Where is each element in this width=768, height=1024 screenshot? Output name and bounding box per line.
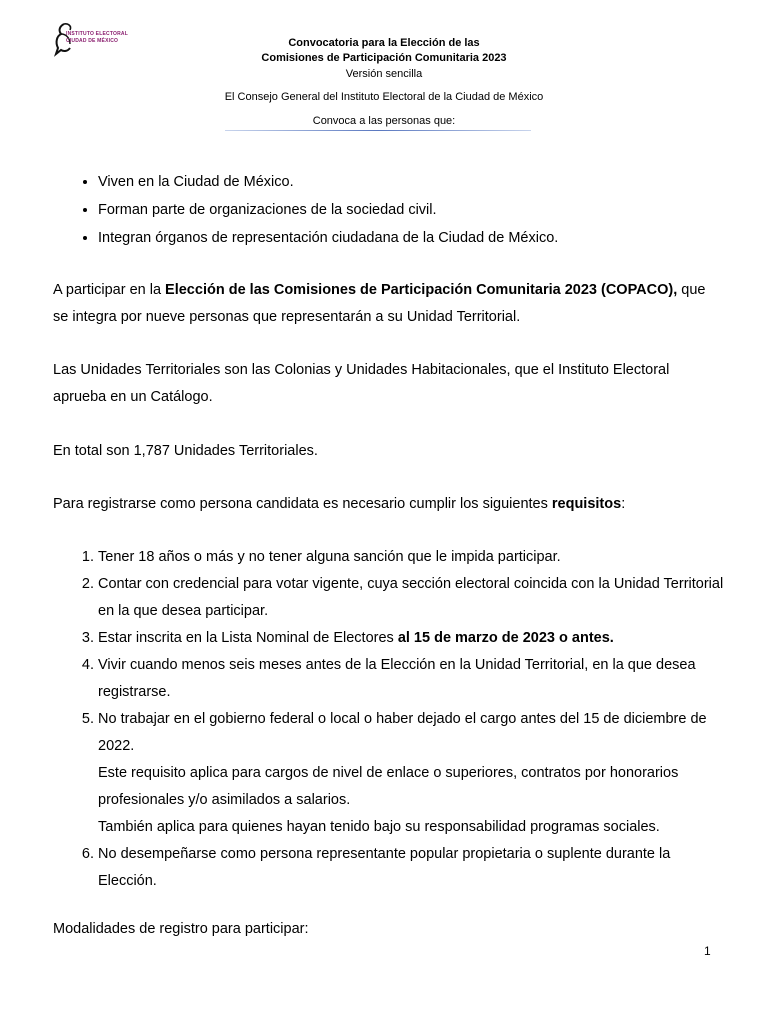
requirement-item: 2. Contar con credencial para votar vigente, cuya sección electoral coincida con la Unidad Territorial en la que desea participar. (98, 571, 728, 625)
requirement-note: Este requisito aplica para cargos de nivel de enlace o superiores, contratos por honorarios profesionales y/o asimilados a salarios. (98, 765, 679, 808)
eligibility-item: • Viven en la Ciudad de México. (98, 168, 718, 196)
units-total: En total son 1,787 Unidades Territoriales. (53, 443, 318, 459)
requirement-item: 1. Tener 18 años o más y no tener alguna sanción que le impida participar. (98, 544, 728, 571)
modalities-heading: Modalidades de registro para participar: (53, 921, 309, 937)
title-line-2: Comisiones de Participación Comunitaria 2023 (261, 52, 507, 64)
version-label: Versión sencilla (345, 68, 423, 80)
issuer-line: El Consejo General del Instituto Electoral de la Ciudad de México (224, 91, 544, 103)
requirements-intro: Para registrarse como persona candidata es necesario cumplir los siguientes requisitos: (53, 496, 626, 512)
eligibility-list (53, 168, 718, 252)
call-line: Convoca a las personas que: (312, 115, 456, 127)
logo-text-institute: INSTITUTO ELECTORAL (66, 31, 128, 37)
participate-paragraph: A participar en la Elección de las Comisiones de Participación Comunitaria 2023 (COPACO), que se integra por nueve personas que representarán a su Unidad Territorial. (53, 282, 706, 325)
requirement-item: 5. No trabajar en el gobierno federal o local o haber dejado el cargo antes del 15 de diciembre de 2022. Este requisito aplica para cargos de nivel de enlace o superiores, contratos por honorarios profesionales y/o asimilados a salarios. También aplica para quienes hayan tenido bajo su responsabilidad programas sociales. (98, 706, 728, 841)
requirement-item: 6. No desempeñarse como persona representante popular propietaria o suplente durante la Elección. (98, 841, 728, 895)
header-divider (225, 130, 531, 131)
requirement-item: 3. Estar inscrita en la Lista Nominal de Electores al 15 de marzo de 2023 o antes. (98, 625, 728, 652)
requirement-note: También aplica para quienes hayan tenido bajo su responsabilidad programas sociales. (98, 819, 660, 835)
eligibility-item: • Forman parte de organizaciones de la sociedad civil. (98, 196, 718, 224)
logo-text-city: CIUDAD DE MÉXICO (66, 38, 119, 44)
eligibility-item: • Integran órganos de representación ciudadana de la Ciudad de México. (98, 224, 718, 252)
requirements-list (53, 544, 728, 895)
election-name: Elección de las Comisiones de Participación Comunitaria 2023 (COPACO), (165, 282, 678, 298)
page-number: 1 (704, 944, 711, 958)
requirement-item: 4. Vivir cuando menos seis meses antes de la Elección en la Unidad Territorial, en la que desea registrarse. (98, 652, 728, 706)
title-line-1: Convocatoria para la Elección de las (288, 37, 480, 49)
units-definition: Las Unidades Territoriales son las Colonias y Unidades Habitacionales, que el Instituto Electoral aprueba en un Catálogo. (53, 362, 670, 405)
